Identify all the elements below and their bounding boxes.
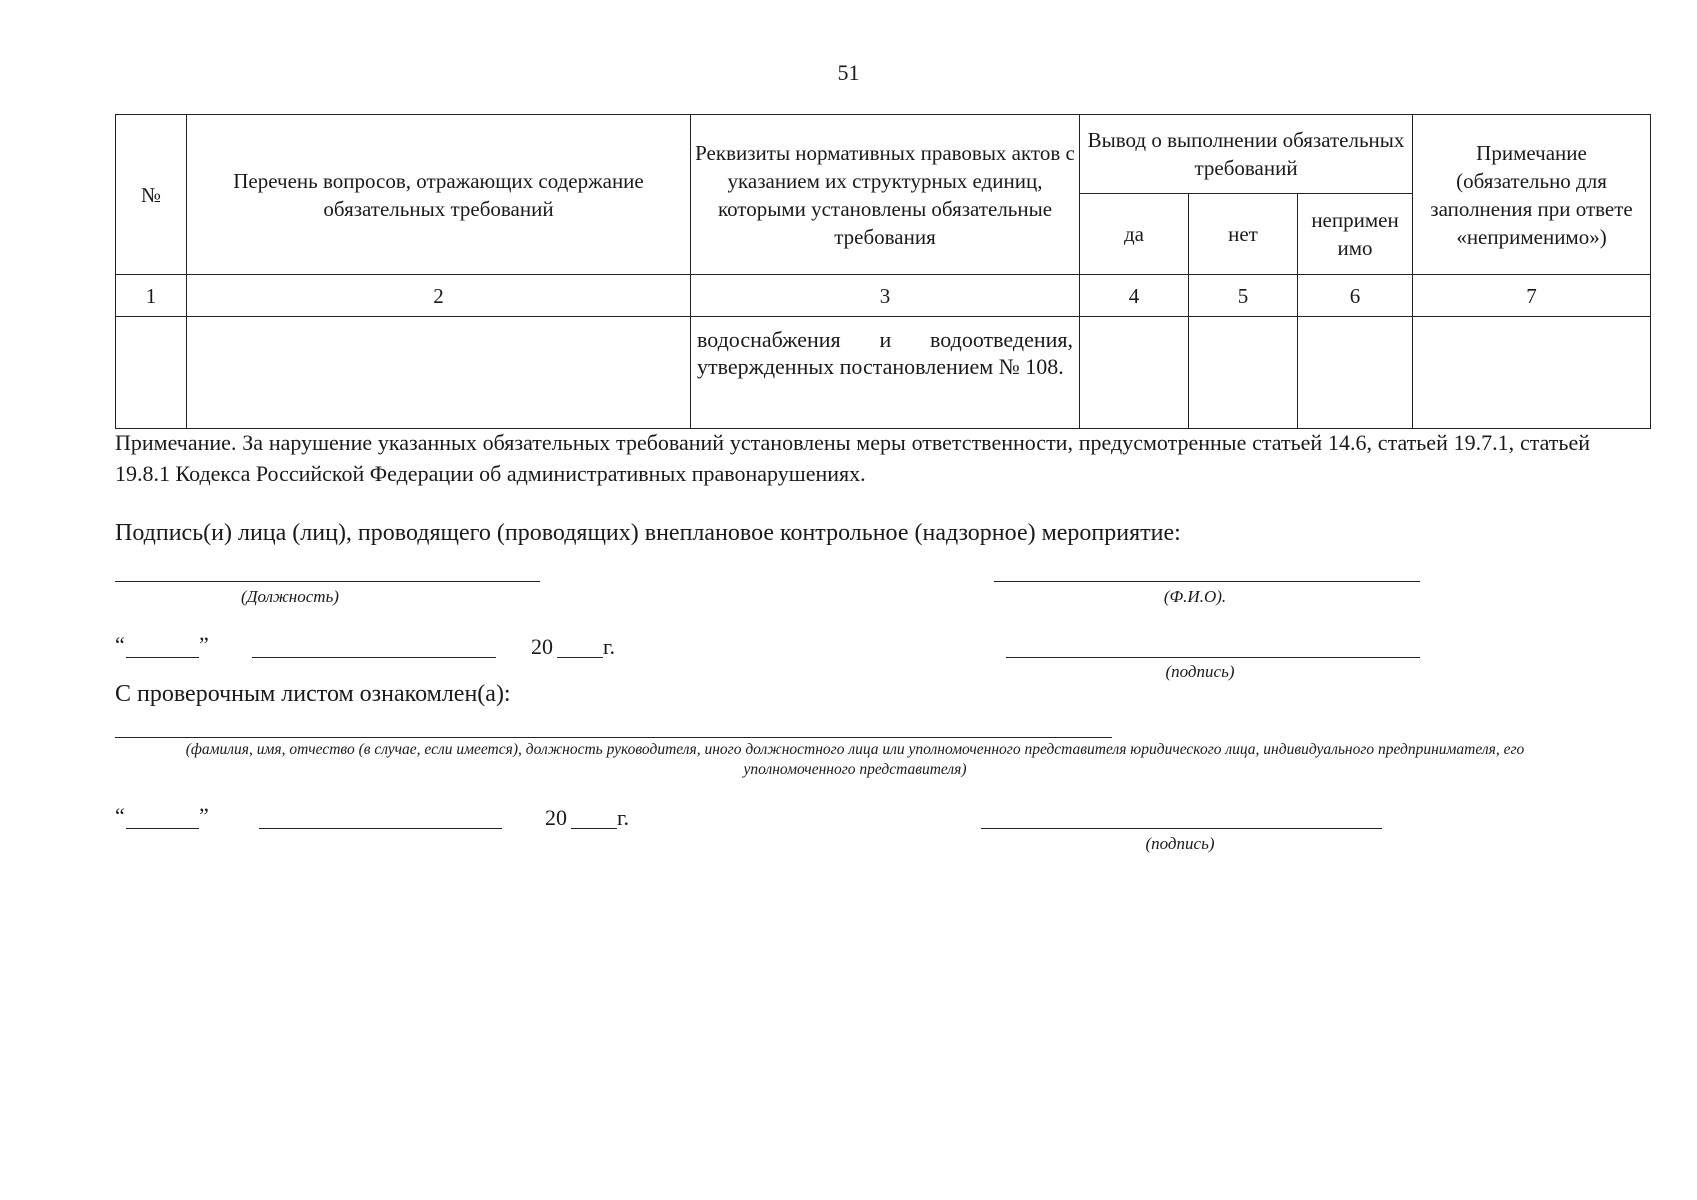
ack-year-line [571, 828, 617, 829]
ack-date-open-quote: “ [115, 803, 125, 828]
column-index-row [116, 275, 1651, 317]
column-index: 4 [1080, 275, 1189, 317]
signature-caption: (подпись) [1165, 662, 1235, 681]
cell-yes [1080, 317, 1189, 429]
ack-signature-caption: (подпись) [1145, 834, 1215, 853]
header-not-applicable: непримен имо [1298, 194, 1413, 275]
cell-remark [1413, 317, 1651, 429]
ack-signature-line [981, 828, 1382, 829]
year-line [557, 657, 603, 658]
position-caption: (Должность) [241, 587, 339, 606]
signature-line [1006, 657, 1420, 658]
ack-year-suffix: г. [617, 805, 630, 830]
header-questions: Перечень вопросов, отражающих содержание обязательных требований [187, 115, 691, 275]
header-no: нет [1189, 194, 1298, 275]
header-remark: Примечание (обязательно для заполнения при ответе «неприменимо») [1413, 115, 1651, 275]
liability-note: Примечание. За нарушение указанных обязательных требований установлены меры ответственности, предусмотренные статьей 14.6, статьей 19.7.1, статьей 19.8.1 Кодекса Российской Федерации об административных правонарушениях. [115, 430, 1590, 486]
date-close-quote: ” [199, 632, 209, 657]
year-suffix: г. [603, 634, 616, 659]
fio-line [994, 581, 1420, 582]
cell-requisites: водоснабжения и водоотведения, утвержденных постановлением № 108. [691, 317, 1080, 429]
month-line [252, 657, 496, 658]
header-conclusion: Вывод о выполнении обязательных требований [1080, 115, 1413, 194]
header-yes: да [1080, 194, 1189, 275]
table-row [116, 317, 1651, 429]
ack-month-line [259, 828, 502, 829]
day-line [126, 657, 199, 658]
column-index: 3 [691, 275, 1080, 317]
position-line [115, 581, 540, 582]
cell-number [116, 317, 187, 429]
page-number: 51 [837, 60, 860, 85]
cell-no [1189, 317, 1298, 429]
acknowledgement-caption: (фамилия, имя, отчество (в случае, если имеется), должность руководителя, иного должностного лица или уполномоченного представителя юридического лица, индивидуального предпринимателя, его уполномоченного представителя) [185, 741, 1525, 778]
column-index: 7 [1413, 275, 1651, 317]
header-requisites: Реквизиты нормативных правовых актов с указанием их структурных единиц, которыми установлены обязательные требования [691, 115, 1080, 275]
fio-caption: (Ф.И.О). [1163, 587, 1227, 606]
year-prefix: 20 [531, 634, 553, 659]
column-index: 5 [1189, 275, 1298, 317]
column-index: 6 [1298, 275, 1413, 317]
date-open-quote: “ [115, 632, 125, 657]
checklist-table [115, 114, 1651, 429]
header-number: № [116, 115, 187, 275]
cell-question [187, 317, 691, 429]
ack-year-prefix: 20 [545, 805, 567, 830]
acknowledgement-heading: С проверочным листом ознакомлен(а): [115, 681, 511, 707]
column-index: 1 [116, 275, 187, 317]
column-index: 2 [187, 275, 691, 317]
ack-day-line [126, 828, 199, 829]
signature-heading: Подпись(и) лица (лиц), проводящего (проводящих) внеплановое контрольное (надзорное) мероприятие: [115, 520, 1181, 546]
cell-not-applicable [1298, 317, 1413, 429]
ack-date-close-quote: ” [199, 803, 209, 828]
acknowledgement-name-line [115, 737, 1112, 738]
